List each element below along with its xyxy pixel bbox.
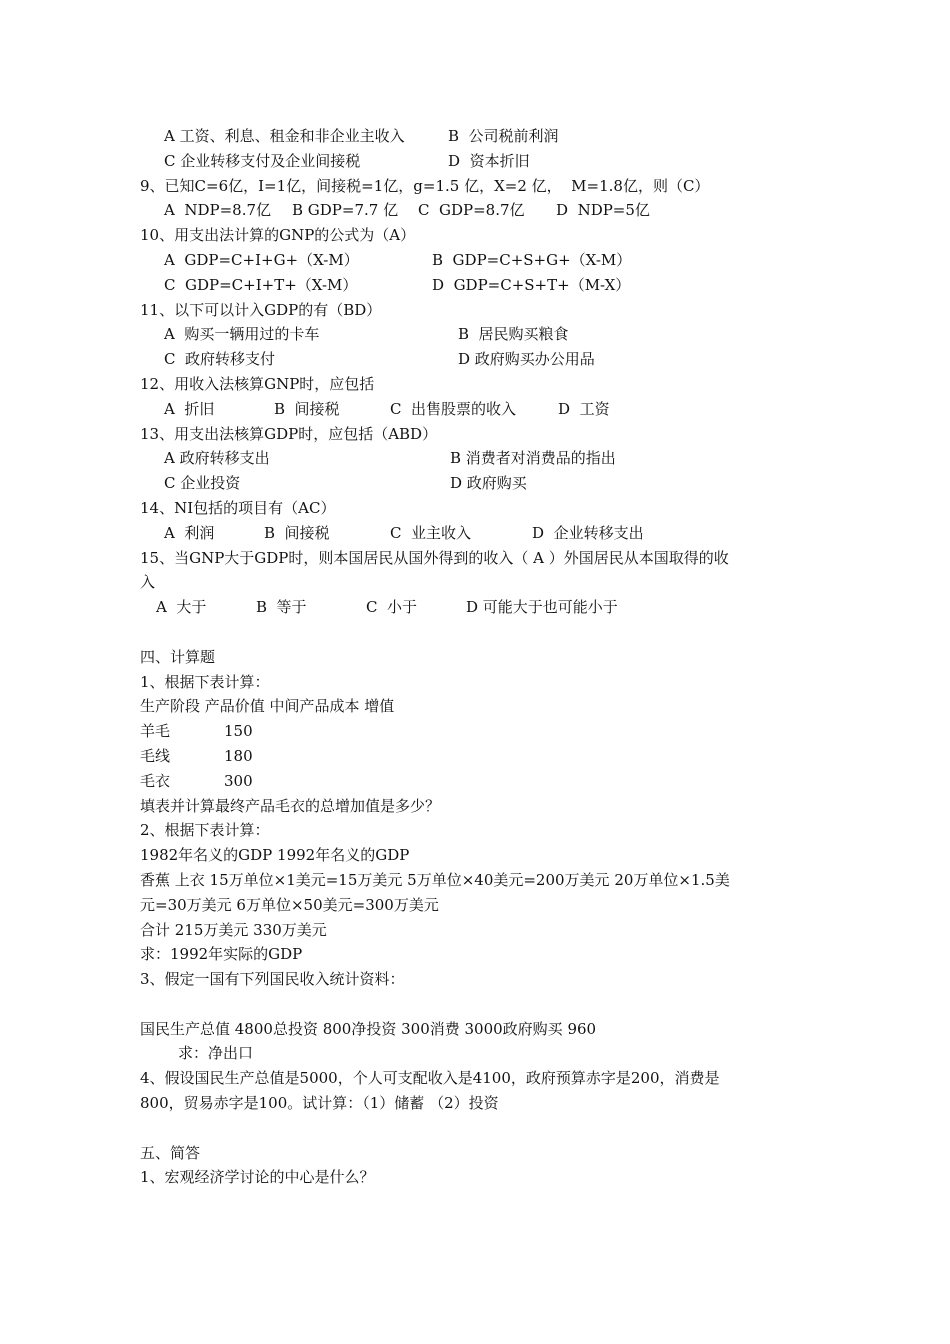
q13-option-c: C 企业投资	[164, 474, 241, 493]
q15-options	[140, 595, 740, 620]
q12-option-a: A 折旧	[164, 399, 215, 418]
section5-title: 五、简答	[140, 1143, 201, 1162]
q9-option-d: D NDP=5亿	[556, 201, 650, 220]
calc3-question: 求：净出口	[178, 1044, 254, 1063]
q14-stem: 14、NI包括的项目有（AC）	[140, 498, 336, 517]
q15-option-d: D 可能大于也可能小于	[466, 598, 618, 617]
q11-options-row1	[140, 322, 740, 347]
q14-options	[140, 521, 740, 546]
calc1-value: 150	[224, 722, 253, 741]
q13-option-b: B 消费者对消费品的指出	[450, 449, 616, 468]
q12-stem: 12、用收入法核算GNP时，应包括	[140, 374, 375, 393]
q9-stem: 9、已知C=6亿，I=1亿，间接税=1亿，g=1.5 亿，X=2 亿， M=1.8亿，则（C）	[140, 176, 710, 195]
q10-option-a: A GDP=C+I+G+（X-M）	[164, 250, 359, 269]
q8-options-row2	[140, 149, 740, 174]
q8-options-row1	[140, 124, 740, 149]
q13-option-d: D 政府购买	[450, 474, 527, 493]
q9-option-b: B GDP=7.7 亿	[292, 201, 399, 220]
calc4-text: 4、假设国民生产总值是5000，个人可支配收入是4100，政府预算赤字是200，消费是800，贸易赤字是100。试计算：（1）储蓄 （2）投资	[140, 1069, 720, 1113]
spacer	[140, 620, 740, 645]
q10-options-row2	[140, 273, 740, 298]
spacer	[140, 1116, 740, 1141]
q9-option-a: A NDP=8.7亿	[164, 201, 272, 220]
q8-option-d: D 资本折旧	[448, 151, 530, 170]
spacer	[140, 992, 740, 1017]
q12-options	[140, 397, 740, 422]
q14-option-c: C 业主收入	[390, 523, 472, 542]
q11-options-row2	[140, 347, 740, 372]
calc2-header: 1982年名义的GDP 1992年名义的GDP	[140, 846, 410, 865]
q9-options	[140, 198, 740, 223]
q14-option-b: B 间接税	[264, 523, 330, 542]
q10-stem: 10、用支出法计算的GNP的公式为（A）	[140, 226, 416, 245]
calc1-stage: 羊毛	[140, 722, 171, 741]
short-answer-1: 1、宏观经济学讨论的中心是什么？	[140, 1168, 375, 1187]
q9-option-c: C GDP=8.7亿	[418, 201, 525, 220]
q15-option-c: C 小于	[366, 598, 418, 617]
q10-option-d: D GDP=C+S+T+（M-X）	[432, 275, 631, 294]
calc3-data: 国民生产总值 4800总投资 800净投资 300消费 3000政府购买 960	[140, 1019, 597, 1038]
q12-option-d: D 工资	[558, 399, 610, 418]
q13-options-row2	[140, 471, 740, 496]
q11-option-d: D 政府购买办公用品	[458, 350, 595, 369]
q11-option-a: A 购买一辆用过的卡车	[164, 325, 320, 344]
calc2-body: 香蕉 上衣 15万单位×1美元=15万美元 5万单位×40美元=200万美元 20万单位×1.5美元=30万美元 6万单位×50美元=300万美元	[140, 870, 730, 914]
q15-stem: 15、当GNP大于GDP时，则本国居民从国外得到的收入（ A ）外国居民从本国取得的收入	[140, 548, 729, 592]
q11-stem: 11、以下可以计入GDP的有（BD）	[140, 300, 382, 319]
q12-option-c: C 出售股票的收入	[390, 399, 517, 418]
q10-option-b: B GDP=C+S+G+（X-M）	[432, 250, 632, 269]
calc1-stem: 1、根据下表计算：	[140, 672, 270, 691]
q15-option-b: B 等于	[256, 598, 307, 617]
q14-option-a: A 利润	[164, 523, 215, 542]
document-content	[140, 124, 740, 1190]
calc2-total: 合计 215万美元 330万美元	[140, 920, 327, 939]
calc1-stage: 毛衣	[140, 771, 171, 790]
calc1-value: 300	[224, 771, 253, 790]
q10-option-c: C GDP=C+I+T+（X-M）	[164, 275, 358, 294]
table-row	[140, 719, 740, 744]
q14-option-d: D 企业转移支出	[532, 523, 644, 542]
q11-option-b: B 居民购买粮食	[458, 325, 569, 344]
q15-option-a: A 大于	[156, 598, 207, 617]
q11-option-c: C 政府转移支付	[164, 350, 276, 369]
calc2-stem: 2、根据下表计算：	[140, 821, 270, 840]
calc2-question: 求：1992年实际的GDP	[140, 945, 303, 964]
table-row	[140, 769, 740, 794]
q12-option-b: B 间接税	[274, 399, 340, 418]
calc3-stem: 3、假定一国有下列国民收入统计资料：	[140, 970, 405, 989]
calc1-value: 180	[224, 746, 253, 765]
section4-title: 四、计算题	[140, 647, 216, 666]
q13-stem: 13、用支出法核算GDP时，应包括（ABD）	[140, 424, 438, 443]
table-row	[140, 744, 740, 769]
calc1-stage: 毛线	[140, 746, 171, 765]
q13-option-a: A 政府转移支出	[164, 449, 270, 468]
q8-option-a: A 工资、利息、租金和非企业主收入	[164, 127, 405, 145]
q13-options-row1	[140, 446, 740, 471]
q8-option-b: B 公司税前利润	[448, 127, 559, 145]
calc1-question: 填表并计算最终产品毛衣的总增加值是多少？	[140, 796, 441, 815]
q10-options-row1	[140, 248, 740, 273]
q8-option-c: C 企业转移支付及企业间接税	[164, 151, 361, 170]
calc1-table-header: 生产阶段 产品价值 中间产品成本 增值	[140, 697, 395, 716]
